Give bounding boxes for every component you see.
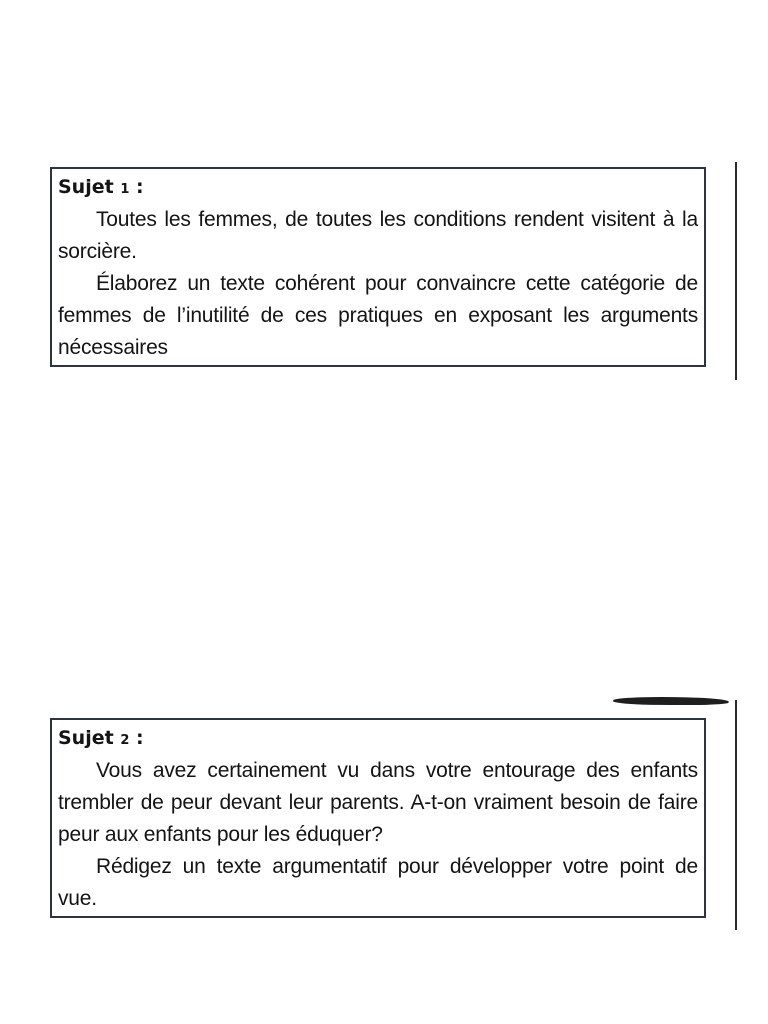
sujet-2-paragraph-1: Vous avez certainement vu dans votre entourage des enfants trembler de peur devant leur parents. A-t-on vraiment besoin de faire peur aux enfants pour les éduquer? <box>58 759 698 846</box>
sujet-2-paragraph-2: Rédigez un texte argumentatif pour développer votre point de vue. <box>58 855 698 910</box>
sujet-2-number: 2 <box>120 733 130 748</box>
sujet-1-title: Sujet 1 : <box>58 176 144 198</box>
sujet-2-title: Sujet 2 : <box>58 727 144 749</box>
sujet-1-number: 1 <box>120 182 130 197</box>
sujet-1-paragraph-2: Élaborez un texte cohérent pour convaincre cette catégorie de femmes de l’inutilité de ces pratiques en exposant les arguments nécessaires <box>58 272 698 359</box>
right-margin-line <box>735 162 737 380</box>
sujet-1-box <box>50 167 706 367</box>
sujet-2-box <box>50 718 706 918</box>
ink-mark <box>612 697 731 705</box>
sujet-1-paragraph-1: Toutes les femmes, de toutes les conditions rendent visitent à la sorcière. <box>58 208 698 263</box>
right-margin-line <box>735 700 737 930</box>
